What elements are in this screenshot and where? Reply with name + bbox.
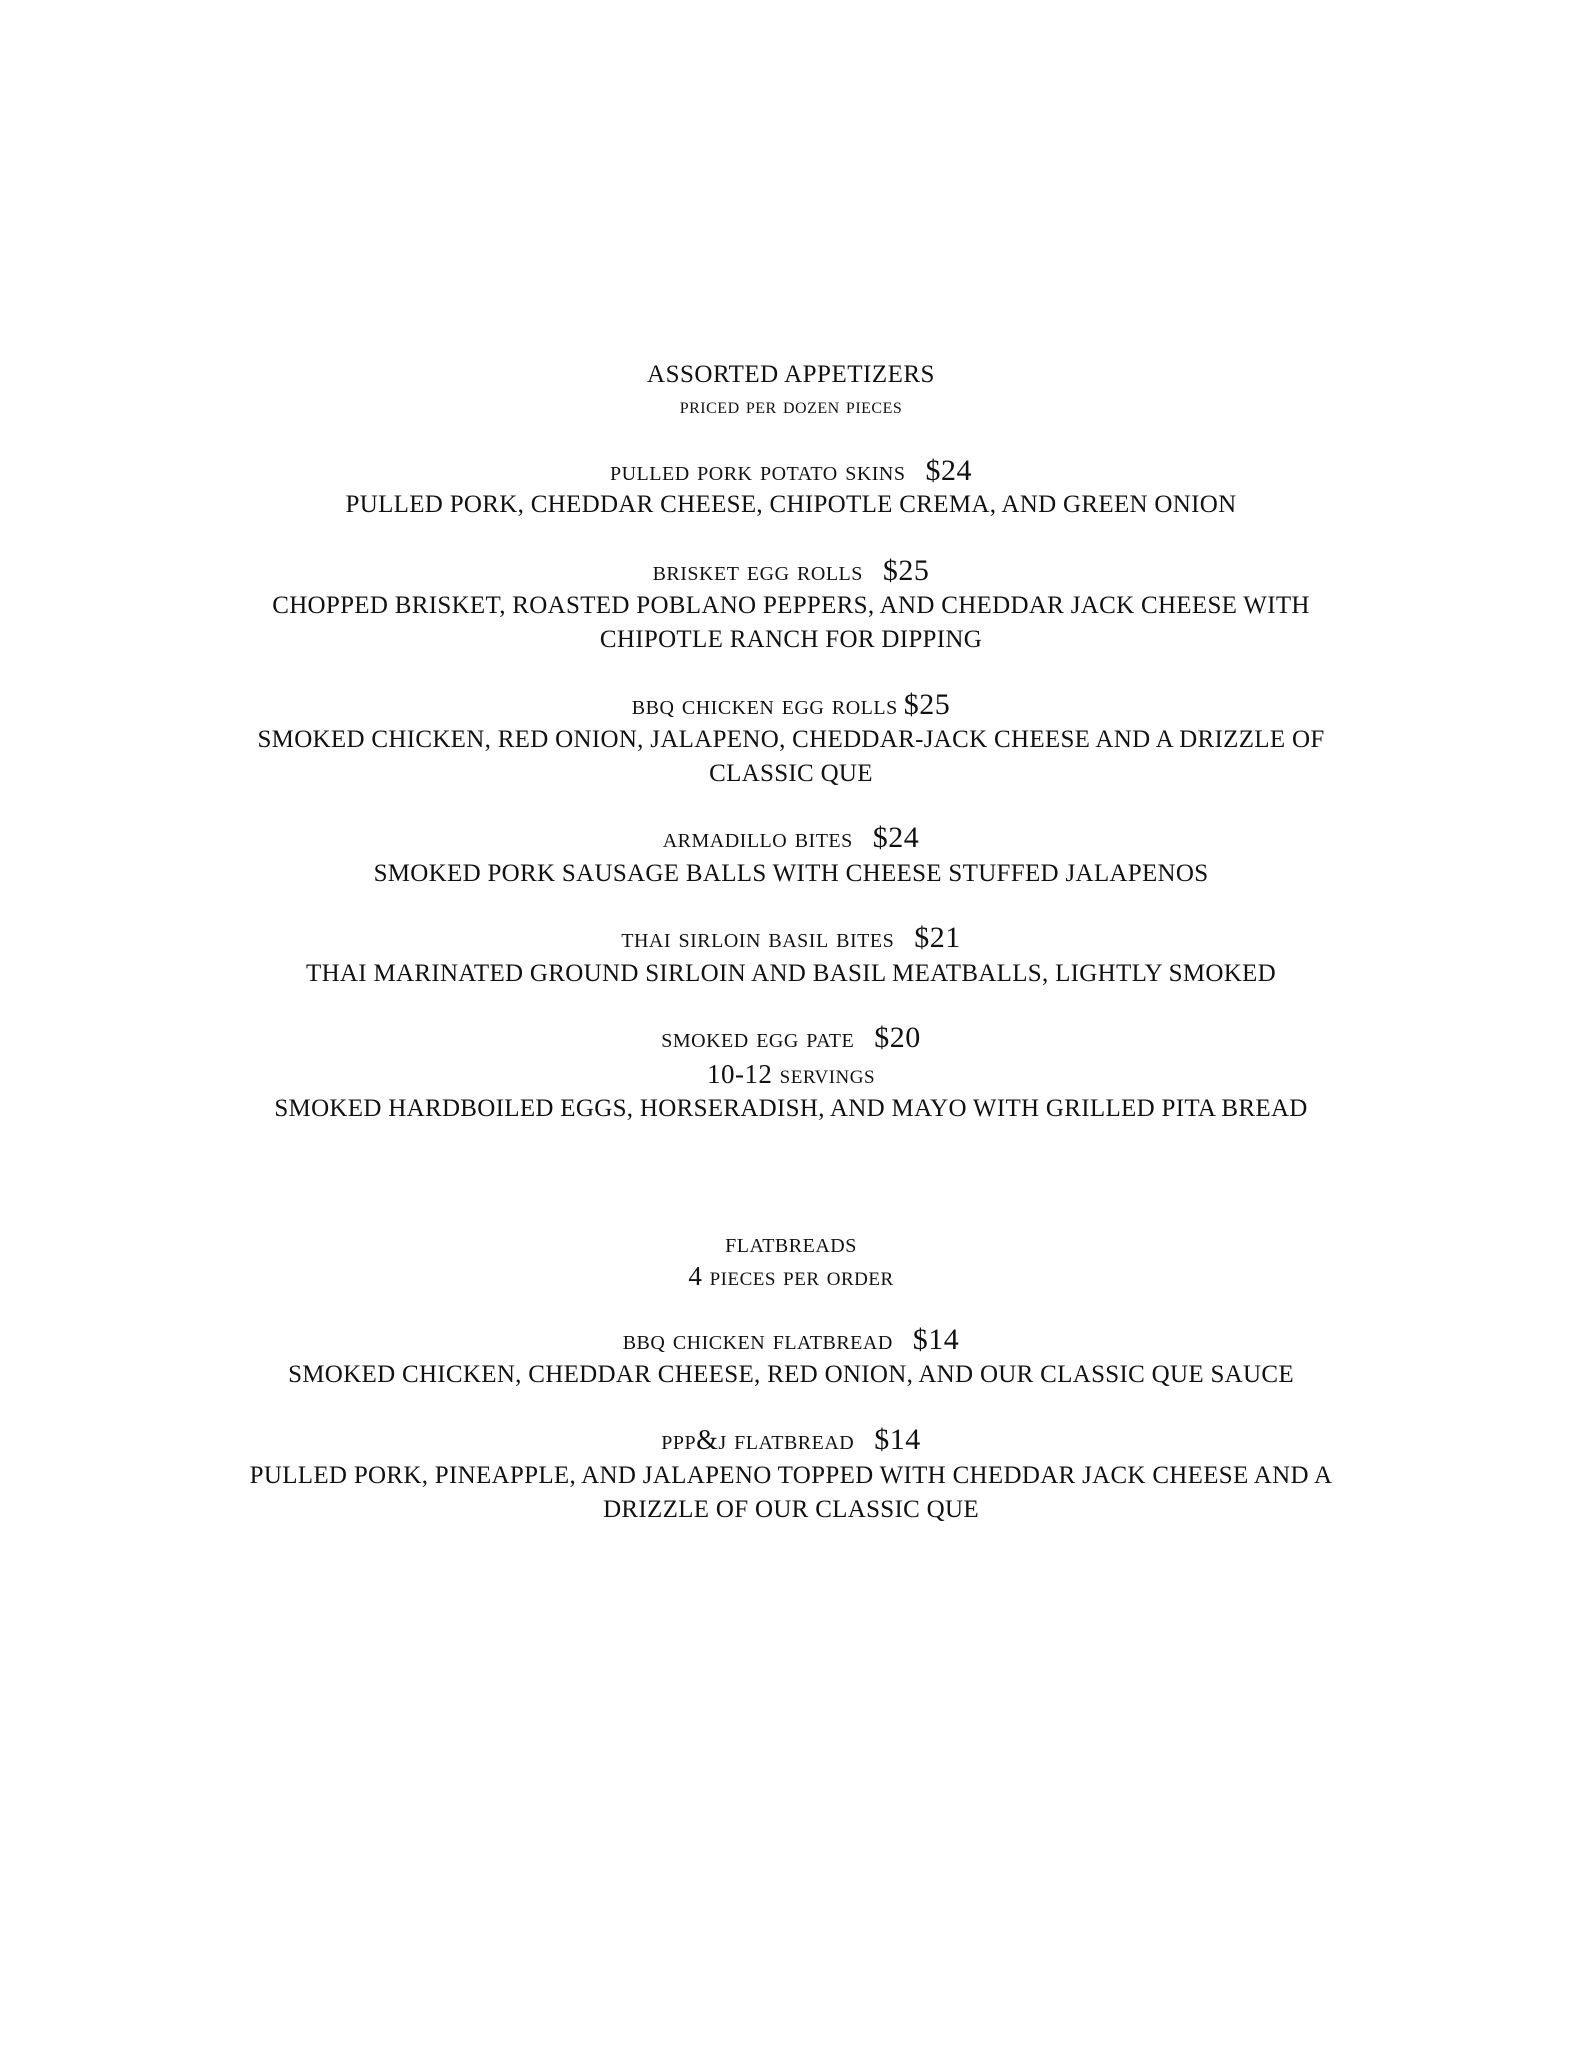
menu-item-heading (0, 823, 1582, 853)
menu-item-price: $20 (874, 1021, 921, 1054)
section-title-appetizers: ASSORTED APPETIZERS (647, 361, 935, 388)
menu-item-price: $21 (914, 921, 961, 954)
menu-item-name: ppp&j flatbread (661, 1425, 855, 1456)
menu-item-description: DRIZZLE OF OUR CLASSIC QUE (603, 1496, 979, 1523)
menu-item-description: THAI MARINATED GROUND SIRLOIN AND BASIL MEATBALLS, LIGHTLY SMOKED (306, 960, 1276, 987)
section-title-flatbreads: flatbreads (725, 1228, 857, 1259)
menu-item-heading (0, 1425, 1582, 1455)
menu-item-heading (0, 556, 1582, 586)
menu-item-description: SMOKED PORK SAUSAGE BALLS WITH CHEESE STUFFED JALAPENOS (373, 860, 1209, 887)
menu-item-heading (0, 456, 1582, 486)
menu-item-price: $25 (903, 688, 951, 721)
menu-item-price: $14 (912, 1323, 960, 1356)
section-subtitle-flatbreads: 4 pieces per order (688, 1261, 894, 1291)
menu-item-description: CHOPPED BRISKET, ROASTED POBLANO PEPPERS, AND CHEDDAR JACK CHEESE WITH (272, 592, 1310, 619)
menu-item-description: SMOKED CHICKEN, RED ONION, JALAPENO, CHEDDAR-JACK CHEESE AND A DRIZZLE OF (257, 726, 1325, 753)
menu-item-serving: 10-12 servings (706, 1059, 876, 1089)
menu-item-heading (0, 1325, 1582, 1355)
menu-item-name: smoked egg pate (661, 1023, 855, 1054)
menu-item-name: bbq chicken flatbread (622, 1325, 893, 1356)
menu-item-name: pulled pork potato skins (609, 456, 906, 487)
menu-item-price: $25 (882, 554, 930, 587)
menu-item-price: $24 (872, 821, 920, 854)
menu-item-description: PULLED PORK, PINEAPPLE, AND JALAPENO TOPPED WITH CHEDDAR JACK CHEESE AND A (249, 1462, 1333, 1489)
menu-item-name: brisket egg rolls (652, 556, 863, 587)
menu-item-name: armadillo bites (662, 823, 853, 854)
menu-item-price: $24 (925, 454, 972, 487)
menu-item-name: thai sirloin basil bites (621, 923, 895, 954)
menu-item-price: $14 (874, 1423, 921, 1456)
section-subtitle-appetizers: priced per dozen pieces (679, 393, 903, 418)
menu-item-heading (0, 923, 1582, 953)
menu-item-description: CHIPOTLE RANCH FOR DIPPING (599, 626, 983, 653)
menu-item-name: bbq chicken egg rolls (631, 690, 898, 721)
menu-item-description: PULLED PORK, CHEDDAR CHEESE, CHIPOTLE CREMA, AND GREEN ONION (345, 491, 1237, 518)
menu-item-description: SMOKED CHICKEN, CHEDDAR CHEESE, RED ONION, AND OUR CLASSIC QUE SAUCE (288, 1361, 1294, 1388)
menu-item-description: SMOKED HARDBOILED EGGS, HORSERADISH, AND MAYO WITH GRILLED PITA BREAD (274, 1095, 1308, 1122)
menu-item-description: CLASSIC QUE (709, 760, 873, 787)
menu-item-heading (0, 690, 1582, 720)
menu-item-heading (0, 1023, 1582, 1053)
